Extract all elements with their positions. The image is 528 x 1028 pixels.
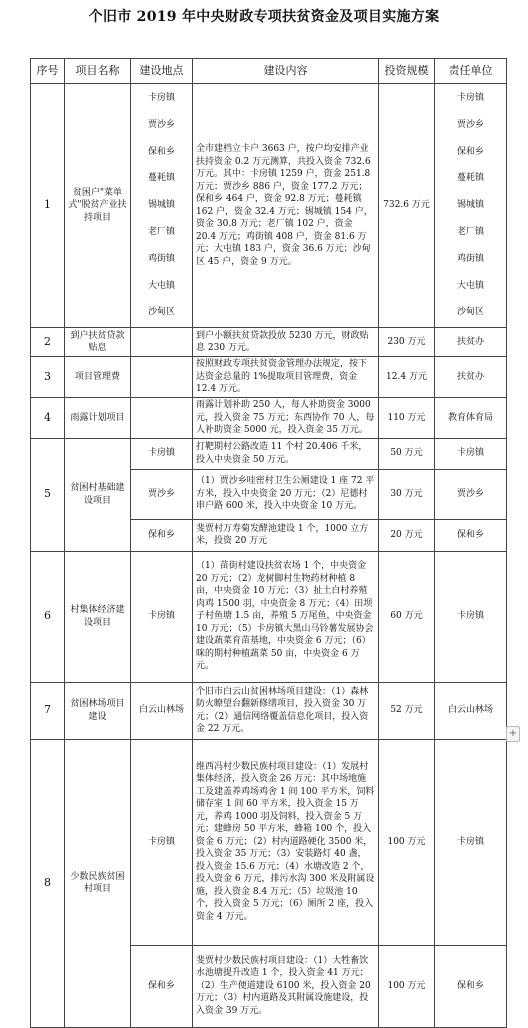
row-number: 1 bbox=[31, 84, 65, 328]
unit-item: 大屯镇 bbox=[456, 280, 484, 291]
project-name: 少数民族贫困村项目 bbox=[65, 739, 131, 1027]
location-cell: 保和乡 bbox=[131, 519, 193, 551]
project-content: 个旧市白云山贫困林场项目建设：（1）森林防火瞭望台翻新修缮项目，投入资金 30 万元；（2）通信网络覆盖信息化项目，投入资金 22 万元。 bbox=[193, 682, 379, 739]
header-no: 序号 bbox=[31, 59, 65, 84]
investment-scale: 230 万元 bbox=[379, 328, 435, 357]
responsible-unit: 卡房镇 bbox=[435, 438, 507, 469]
header-scale: 投资规模 bbox=[379, 59, 435, 84]
row-number: 2 bbox=[31, 328, 65, 357]
table-header-row bbox=[31, 59, 507, 84]
table-row bbox=[31, 551, 507, 682]
project-name: 贫困户"菜单式"脱贫产业扶持项目 bbox=[65, 84, 131, 328]
unit-item: 贾沙乡 bbox=[456, 119, 484, 130]
location-cell bbox=[131, 398, 193, 439]
unit-item: 蔓耗镇 bbox=[456, 173, 484, 184]
investment-scale: 52 万元 bbox=[379, 682, 435, 739]
investment-scale: 12.4 万元 bbox=[379, 357, 435, 398]
responsible-unit: 保和乡 bbox=[435, 519, 507, 551]
responsible-unit: 白云山林场 bbox=[435, 682, 507, 739]
unit-item: 卡房镇 bbox=[456, 93, 484, 103]
project-name: 雨露计划项目 bbox=[65, 398, 131, 439]
project-content: 维西冯村少数民族村项目建设：（1）发展村集体经济，投入资金 26 万元：其中场地施工及建盖养鸡场鸡舍 1 间 100 平方米，饲料储存室 1 间 60 平方米，投入资金 15 万元，养鸡 1000 羽及饲料，投入资金 5 万元；建蜂房 50 平方米，蜂箱 100 个，投入资金 6 万元；（2）村内道路硬化 3500 米，投入资金 35 万元；（3）安装路灯 40 盏，投入资金 15.6 万元；（4）水塘改造 2 个，投入资金 6 万元，排污水沟 300 米及附属设施，投入资金 8.4 万元；（5）垃圾池 10 个，投入资金 5 万元；（6）厕所 2 座，投入资金 4 万元。 bbox=[193, 739, 379, 945]
investment-scale: 732.6 万元 bbox=[379, 84, 435, 328]
responsible-unit: 卡房镇 bbox=[435, 739, 507, 945]
location-cell: 贾沙乡 bbox=[131, 469, 193, 519]
table-row bbox=[31, 438, 507, 469]
responsible-unit: 扶贫办 bbox=[435, 357, 507, 398]
row-number: 3 bbox=[31, 357, 65, 398]
project-content: （1）贾沙乡哇密村卫生公厕建设 1 座 72 平方米，投入中央资金 20 万元；（2）尼德村串户路 600 米，投入中央资金 10 万元。 bbox=[193, 469, 379, 519]
responsible-unit: 贾沙乡 bbox=[435, 469, 507, 519]
location-item: 老厂镇 bbox=[147, 226, 175, 237]
project-content: 雨露计划补助 250 人，每人补助资金 3000 元，投入资金 75 万元；东西协作 70 人，每人补助资金 5000 元，投入资金 35 万元。 bbox=[193, 398, 379, 439]
row-number: 7 bbox=[31, 682, 65, 739]
unit-item: 鸡街镇 bbox=[456, 253, 484, 264]
location-cell: 保和乡 bbox=[131, 945, 193, 1027]
responsible-unit: 卡房镇 bbox=[435, 551, 507, 682]
header-location: 建设地点 bbox=[131, 59, 193, 84]
location-cell: 卡房镇 bbox=[131, 438, 193, 469]
expand-plus-icon[interactable]: + bbox=[506, 726, 520, 742]
project-table bbox=[30, 58, 507, 1028]
unit-item: 沙甸区 bbox=[456, 307, 484, 318]
responsible-unit: 保和乡 bbox=[435, 945, 507, 1027]
investment-scale: 100 万元 bbox=[379, 945, 435, 1027]
unit-list bbox=[435, 84, 507, 328]
location-item: 保和乡 bbox=[147, 146, 175, 157]
row-number: 6 bbox=[31, 551, 65, 682]
project-name: 贫困林场项目建设 bbox=[65, 682, 131, 739]
location-cell: 白云山林场 bbox=[131, 682, 193, 739]
investment-scale: 50 万元 bbox=[379, 438, 435, 469]
location-item: 贾沙乡 bbox=[147, 119, 175, 130]
table-row bbox=[31, 739, 507, 945]
unit-item: 老厂镇 bbox=[456, 226, 484, 237]
project-name: 村集体经济建设项目 bbox=[65, 551, 131, 682]
row-number: 4 bbox=[31, 398, 65, 439]
project-name: 项目管理费 bbox=[65, 357, 131, 398]
unit-item: 锡城镇 bbox=[456, 200, 484, 211]
table-row bbox=[31, 357, 507, 398]
location-cell bbox=[131, 357, 193, 398]
responsible-unit: 扶贫办 bbox=[435, 328, 507, 357]
project-content: 按照财政专项扶贫资金管理办法规定，按下达资金总量的 1%提取项目管理费，资金 12.4 万元。 bbox=[193, 357, 379, 398]
location-item: 蔓耗镇 bbox=[147, 173, 175, 184]
location-cell bbox=[131, 328, 193, 357]
responsible-unit: 教育体育局 bbox=[435, 398, 507, 439]
location-item: 大屯镇 bbox=[147, 280, 175, 291]
header-content: 建设内容 bbox=[193, 59, 379, 84]
project-content: 打靶期村公路改造 11 个村 20.406 千米，投入中央资金 50 万元。 bbox=[193, 438, 379, 469]
project-name: 到户扶贫贷款贴息 bbox=[65, 328, 131, 357]
header-name: 项目名称 bbox=[65, 59, 131, 84]
project-name: 贫困村基础建设项目 bbox=[65, 438, 131, 551]
location-item: 锡城镇 bbox=[147, 200, 175, 211]
project-content: 斐贾村万寿菊发酵池建设 1 个，1000 立方米，投资 20 万元 bbox=[193, 519, 379, 551]
location-item: 鸡街镇 bbox=[147, 253, 175, 264]
row-number: 5 bbox=[31, 438, 65, 551]
project-content: （1）苗街村建设扶贫农场 1 个，中央资金 20 万元；（2）龙树脚村生物药材种植 8 亩，中央资金 10 万元；（3）扯土白村养殖肉鸡 1500 羽，中央资金 8 万元；（4）田坝子村鱼塘 1.5 亩，养殖 5 万尾鱼，中央资金 10 万元；（5）卡房镇大黑山马铃薯发展协会建设蔬菜育苗基地，中央资金 6 万元；（6）咪的期村种植蔬菜 50 亩，中央资金 6 万元。 bbox=[193, 551, 379, 682]
unit-item: 保和乡 bbox=[456, 146, 484, 157]
investment-scale: 30 万元 bbox=[379, 469, 435, 519]
table-row bbox=[31, 682, 507, 739]
header-unit: 责任单位 bbox=[435, 59, 507, 84]
row-number: 8 bbox=[31, 739, 65, 1027]
location-cell: 卡房镇 bbox=[131, 739, 193, 945]
investment-scale: 20 万元 bbox=[379, 519, 435, 551]
table-row bbox=[31, 328, 507, 357]
investment-scale: 60 万元 bbox=[379, 551, 435, 682]
location-cell: 卡房镇 bbox=[131, 551, 193, 682]
investment-scale: 110 万元 bbox=[379, 398, 435, 439]
table-row bbox=[31, 84, 507, 328]
page-title: 个旧市 2019 年中央财政专项扶贫资金及项目实施方案 bbox=[88, 9, 440, 25]
location-item: 沙甸区 bbox=[147, 307, 175, 318]
project-content: 斐贾村少数民族村项目建设：（1）大牲畜饮水池塘提升改造 1 个，投入资金 41 万元；（2）生产便道建设 6100 米，投入资金 20 万元；（3）村内道路及其附属设施建设，投入资金 39 万元。 bbox=[193, 945, 379, 1027]
table-row bbox=[31, 398, 507, 439]
location-list bbox=[131, 84, 193, 328]
location-item: 卡房镇 bbox=[147, 93, 175, 103]
project-content: 全市建档立卡户 3663 户，按户均安排产业扶持资金 0.2 万元测算，共投入资金 732.6 万元。其中：卡房镇 1259 户，资金 251.8 万元；贾沙乡 886 户，资金 177.2 万元；保和乡 464 户，资金 92.8 万元；蔓耗镇 162 户，资金 32.4 万元；锡城镇 154 户，资金 30.8 万元；老厂镇 102 户，资金 20.4 万元；鸡街镇 408 户，资金 81.6 万元；大屯镇 183 户，资金 36.6 万元；沙甸区 45 户，资金 9 万元。 bbox=[193, 84, 379, 328]
investment-scale: 100 万元 bbox=[379, 739, 435, 945]
project-content: 到户小额扶贫贷款投放 5230 万元，财政贴息 230 万元。 bbox=[193, 328, 379, 357]
